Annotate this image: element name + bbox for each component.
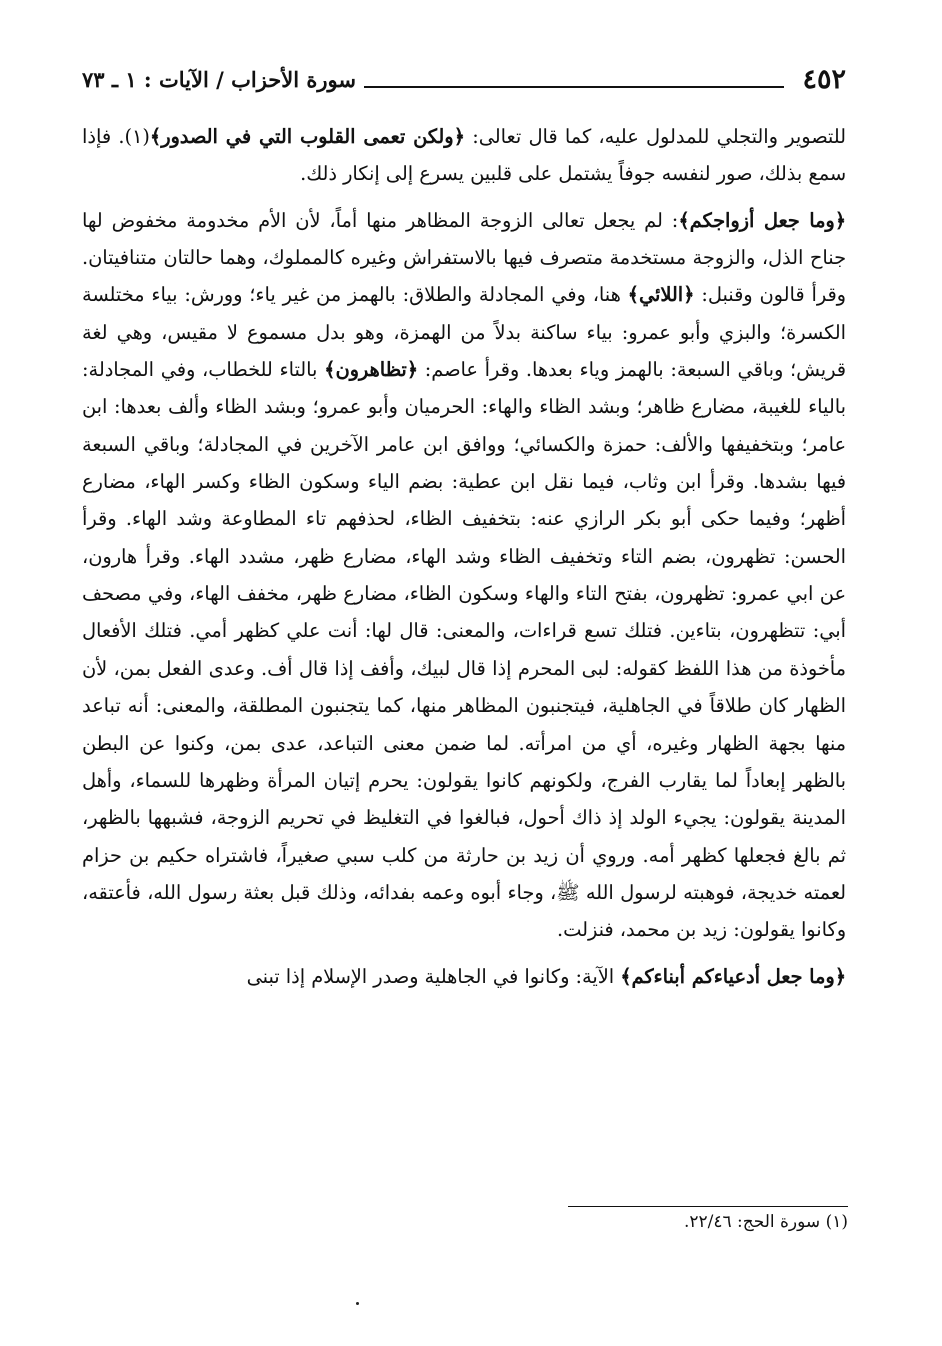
header-rule [364,86,784,88]
print-speck [356,1302,359,1305]
quran-quote: ﴿ولكن تعمى القلوب التي في الصدور﴾ [149,125,465,148]
page-header [82,62,846,96]
text-run: بالتاء للخطاب، وفي المجادلة: بالياء للغيبة، مضارع ظاهر؛ وبشد الظاء والهاء: الحرميان وأبو عمرو؛ وبشد الظاء وألف بعدها: ابن عامر؛ وبتخفيفها والألف: حمزة والكسائي؛ ووافق ابن عامر الآخرين في المجادلة؛ وباقي السبعة فيها بشدها. وقرأ ابن وثاب، فيما نقل ابن عطية: بضم الياء وسكون الظاء وكسر الهاء، مضارع أظهر؛ وفيما حكى أبو بكر الرازي عنه: بتخفيف الظاء، لحذفهم تاء المطاوعة وشد الهاء. وقرأ الحسن: تظهرون، بضم التاء وتخفيف الظاء وشد الهاء، مضارع ظهر، مشدد الهاء. وقرأ هارون، عن ابي عمرو: تظهرون، بفتح التاء والهاء وسكون الظاء، مضارع ظهر، مخفف الهاء، وفي مصحف أبي: تتظهرون، بتاءين. فتلك تسع قراءات، والمعنى: قال لها: أنت علي كظهر أمي. فتلك الأفعال مأخوذة من هذا اللفظ كقوله: لبى المحرم إذا قال لبيك، وأفف إذا قال أف. وعدى الفعل بمن، لأن الظهار كان طلاقاً في الجاهلية، فيتجنبون المظاهر منها، كما يتجنبون المطلقة، والمعنى: أنه تباعد منها بجهة الظهار وغيره، أي من امرأته. لما ضمن معنى التباعد، عدى بمن، وكنوا عن البطن بالظهر إبعاداً لما يقارب الفرج، ولكونهم كانوا يقولون: يحرم إتيان المرأة وظهرها للسماء، وأهل المدينة يقولون: يجيء الولد إذ ذاك أحول، فبالغوا في التغليظ في تحريم الزوجة، فشبهها بالظهر، ثم بالغ فجعلها كظهر أمه. وروي أن زيد بن حارثة من كلب سبي صغيراً، فاشتراه حكيم بن حزام لعمته خديجة، فوهبته لرسول الله ﷺ، وجاء أبوه وعمه بفدائه، وذلك قبل بعثة رسول الله، فأعتقه، وكانوا يقولون: زيد بن محمد، فنزلت. [82,358,846,942]
quran-quote: ﴿وما جعل أدعياءكم أبناءكم﴾ [620,964,846,988]
text-run: للتصوير والتجلي للمدلول عليه، كما قال تعالى: [464,125,846,148]
text-run: : لم يجعل تعالى الزوجة المظاهر منها أماً، لأن الأم مخدومة مخفوض لها جناح الذل، والزوجة مستخدمة متصرف فيها بالاستفراش وغيره كالمملوك، وهما حالتان متنافيتان. وقرأ قالون وقنبل: [82,208,846,307]
footnote-rule [568,1206,848,1207]
running-title: سورة الأحزاب / الآيات : ١ ـ ٧٣ [82,66,356,92]
body-text [82,118,846,995]
text-run: الآية: وكانوا في الجاهلية وصدر الإسلام إذا تبنى [246,964,621,988]
footnote-text: سورة الحج: ٢٢/٤٦. [683,1212,821,1232]
quran-quote: ﴿وما جعل أزواجكم﴾ [678,208,847,232]
text-run: هنا، وفي المجادلة والطلاق: بالهمز من غير ياء؛ وورش: بياء مختلسة الكسرة؛ والبزي وأبو عمرو: بياء ساكنة بدلاً من الهمزة، وهو بدل مسموع لا مقيس، وهي لغة قريش؛ وباقي السبعة: بالهمز وياء بعدها. وقرأ عاصم: [82,283,846,382]
quran-quote: ﴿تظاهرون﴾ [324,358,419,382]
quran-quote: ﴿اللائي﴾ [627,283,695,307]
paragraph [82,202,846,949]
paragraph [82,118,846,193]
page-number: ٤٥٢ [802,63,846,95]
paragraph [82,958,846,995]
footnote [248,1212,848,1232]
text-run: (١) [124,125,150,148]
text-run: . فإذا سمع بذلك، صور لنفسه جوفاً يشتمل على قلبين يسرع إلى إنكار ذلك. [82,125,846,186]
footnote-marker: (١) [825,1212,848,1232]
